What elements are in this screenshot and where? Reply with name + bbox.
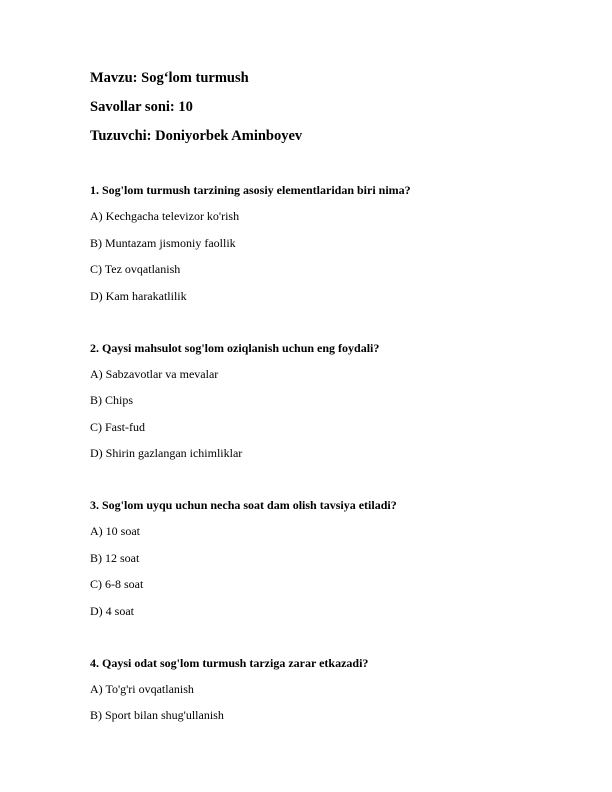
answer-option-a: A) To'g'ri ovqatlanish bbox=[90, 681, 194, 696]
document-page bbox=[90, 70, 530, 735]
topic-heading: Mavzu: Sog‘lom turmush bbox=[90, 70, 249, 86]
question-text: 2. Qaysi mahsulot sog'lom oziqlanish uchun eng foydali? bbox=[90, 340, 380, 355]
author-line: Tuzuvchi: Doniyorbek Aminboyev bbox=[90, 128, 303, 144]
answer-option-c: C) Tez ovqatlanish bbox=[90, 262, 181, 276]
answer-option-c: C) 6-8 soat bbox=[90, 577, 144, 591]
question-text: 4. Qaysi odat sog'lom turmush tarziga zarar etkazadi? bbox=[90, 655, 369, 670]
answer-option-d: D) Kam harakatlilik bbox=[90, 288, 187, 303]
answer-option-c: C) Fast-fud bbox=[90, 419, 145, 434]
answer-option-b: B) Muntazam jismoniy faollik bbox=[90, 235, 236, 250]
answer-option-d: D) Shirin gazlangan ichimliklar bbox=[90, 446, 243, 460]
question-3 bbox=[90, 498, 530, 618]
answer-option-d: D) 4 soat bbox=[90, 603, 134, 618]
answer-option-a: A) Kechgacha televizor ko'rish bbox=[90, 209, 240, 223]
question-4 bbox=[90, 656, 530, 723]
question-count: Savollar soni: 10 bbox=[90, 99, 193, 115]
answer-option-b: B) 12 soat bbox=[90, 550, 140, 565]
question-text: 1. Sog'lom turmush tarzining asosiy elementlaridan biri nima? bbox=[90, 183, 411, 197]
answer-option-a: A) 10 soat bbox=[90, 524, 140, 538]
question-text: 3. Sog'lom uyqu uchun necha soat dam olish tavsiya etiladi? bbox=[90, 498, 397, 512]
answer-option-a: A) Sabzavotlar va mevalar bbox=[90, 366, 219, 381]
question-2 bbox=[90, 341, 530, 461]
answer-option-b: B) Chips bbox=[90, 393, 134, 407]
question-1 bbox=[90, 183, 530, 303]
answer-option-b: B) Sport bilan shug'ullanish bbox=[90, 708, 224, 722]
